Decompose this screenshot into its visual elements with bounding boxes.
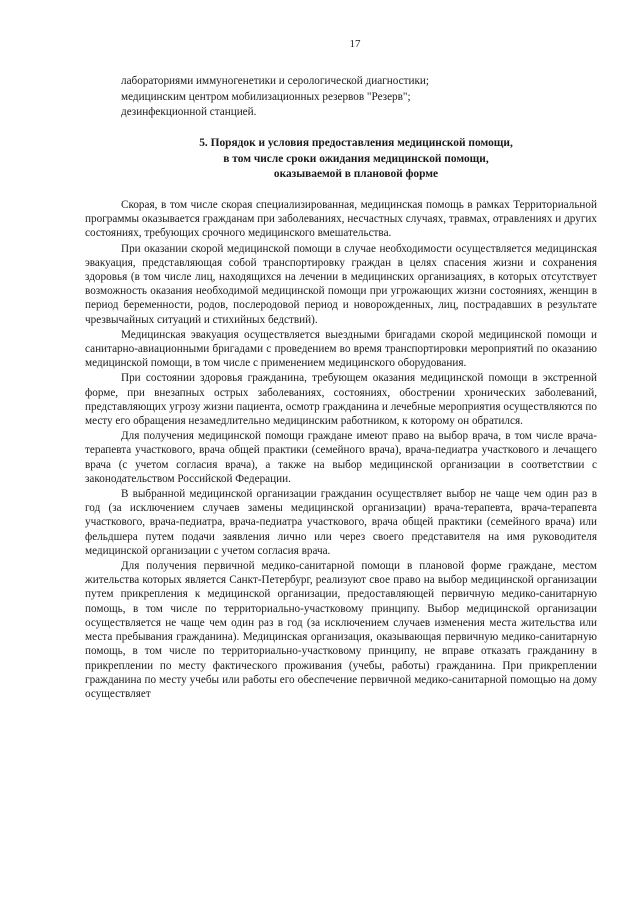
list-item: дезинфекционной станцией.: [121, 106, 257, 119]
paragraph-emergency-form: При состоянии здоровья гражданина, требующем оказания медицинской помощи в экстренной форме, при внезапных острых заболеваниях, состояниях, обострении хронических заболеваний, представляющих угрозу жизни пациента, осмотр гражданина и лечебные мероприятия осуществляются по месту его обращения незамедлительно медицинским работником, к которому он обратился.: [85, 372, 597, 428]
body-text: [85, 198, 597, 702]
paragraph-emergency-care: Скорая, в том числе скорая специализированная, медицинская помощь в рамках Территориальной программы оказывается гражданам при заболеваниях, несчастных случаях, травмах, отравлениях и других состояниях, требующих срочного медицинского вмешательства.: [85, 199, 597, 240]
page-number: 17: [349, 38, 361, 50]
paragraph-medical-evacuation: При оказании скорой медицинской помощи в случае необходимости осуществляется медицинская эвакуация, представляющая собой транспортировку граждан в целях спасения жизни и сохранения здоровья (в том числе лиц, находящихся на лечении в медицинских организациях, в которых отсутствует возможность оказания необходимой медицинской помощи при угрожающих жизни состояниях, женщин в период беременности, родов, послеродовой период и новорожденных, лиц, пострадавших в результате чрезвычайных ситуаций и стихийных бедствий).: [85, 242, 597, 326]
list-item: медицинским центром мобилизационных резервов "Резерв";: [121, 90, 411, 103]
section-heading-line-3: оказываемой в плановой форме: [273, 168, 439, 181]
section-heading-line-2: в том числе сроки ожидания медицинской помощи,: [223, 152, 489, 165]
section-heading: [121, 136, 591, 183]
paragraph-choice-of-doctor: Для получения медицинской помощи граждане имеют право на выбор врача, в том числе врача-терапевта участкового, врача общей практики (семейного врача), врача-педиатра участкового и лечащего врача (с учетом согласия врача), а также на выбор медицинской организации в соответствии с законодательством Российской Федерации.: [85, 430, 597, 485]
paragraph-primary-care: Для получения первичной медико-санитарной помощи в плановой форме граждане, местом жительства которых является Санкт-Петербург, реализуют свое право на выбор медицинской организации путем прикрепления к медицинской организации, предоставляющей первичную медико-санитарную помощь, в том числе по территориально-участковому принципу. Выбор медицинской организации осуществляется не чаще чем один раз в год (за исключением случаев изменения места жительства или места пребывания гражданина). Медицинская организация, оказывающая первичную медико-санитарную помощь, в том числе по территориально-участковому принципу, не вправе отказать гражданину в прикреплении по месту фактического проживания (учебы, работы) гражданина. При прикреплении гражданина по месту учебы или работы его обеспечение первичной медико-санитарной помощью на дому осуществляет: [85, 560, 597, 700]
organization-list: [121, 74, 591, 121]
paragraph-doctor-selection: В выбранной медицинской организации гражданин осуществляет выбор не чаще чем один раз в год (за исключением случаев замены медицинской организации) врача-терапевта, врача-терапевта участкового, врача-педиатра, врача-педиатра участкового, врача общей практики (семейного врача) или фельдшера путем подачи заявления лично или через своего представителя на имя руководителя медицинской организации с учетом согласия врача.: [85, 488, 597, 557]
paragraph-evacuation-teams: Медицинская эвакуация осуществляется выездными бригадами скорой медицинской помощи и санитарно-авиационными бригадами с проведением во время транспортировки мероприятий по оказанию медицинской помощи, в том числе с применением медицинского оборудования.: [85, 328, 597, 370]
section-heading-line-1: 5. Порядок и условия предоставления медицинской помощи,: [199, 137, 513, 149]
list-item: лабораториями иммуногенетики и серологической диагностики;: [121, 75, 429, 87]
